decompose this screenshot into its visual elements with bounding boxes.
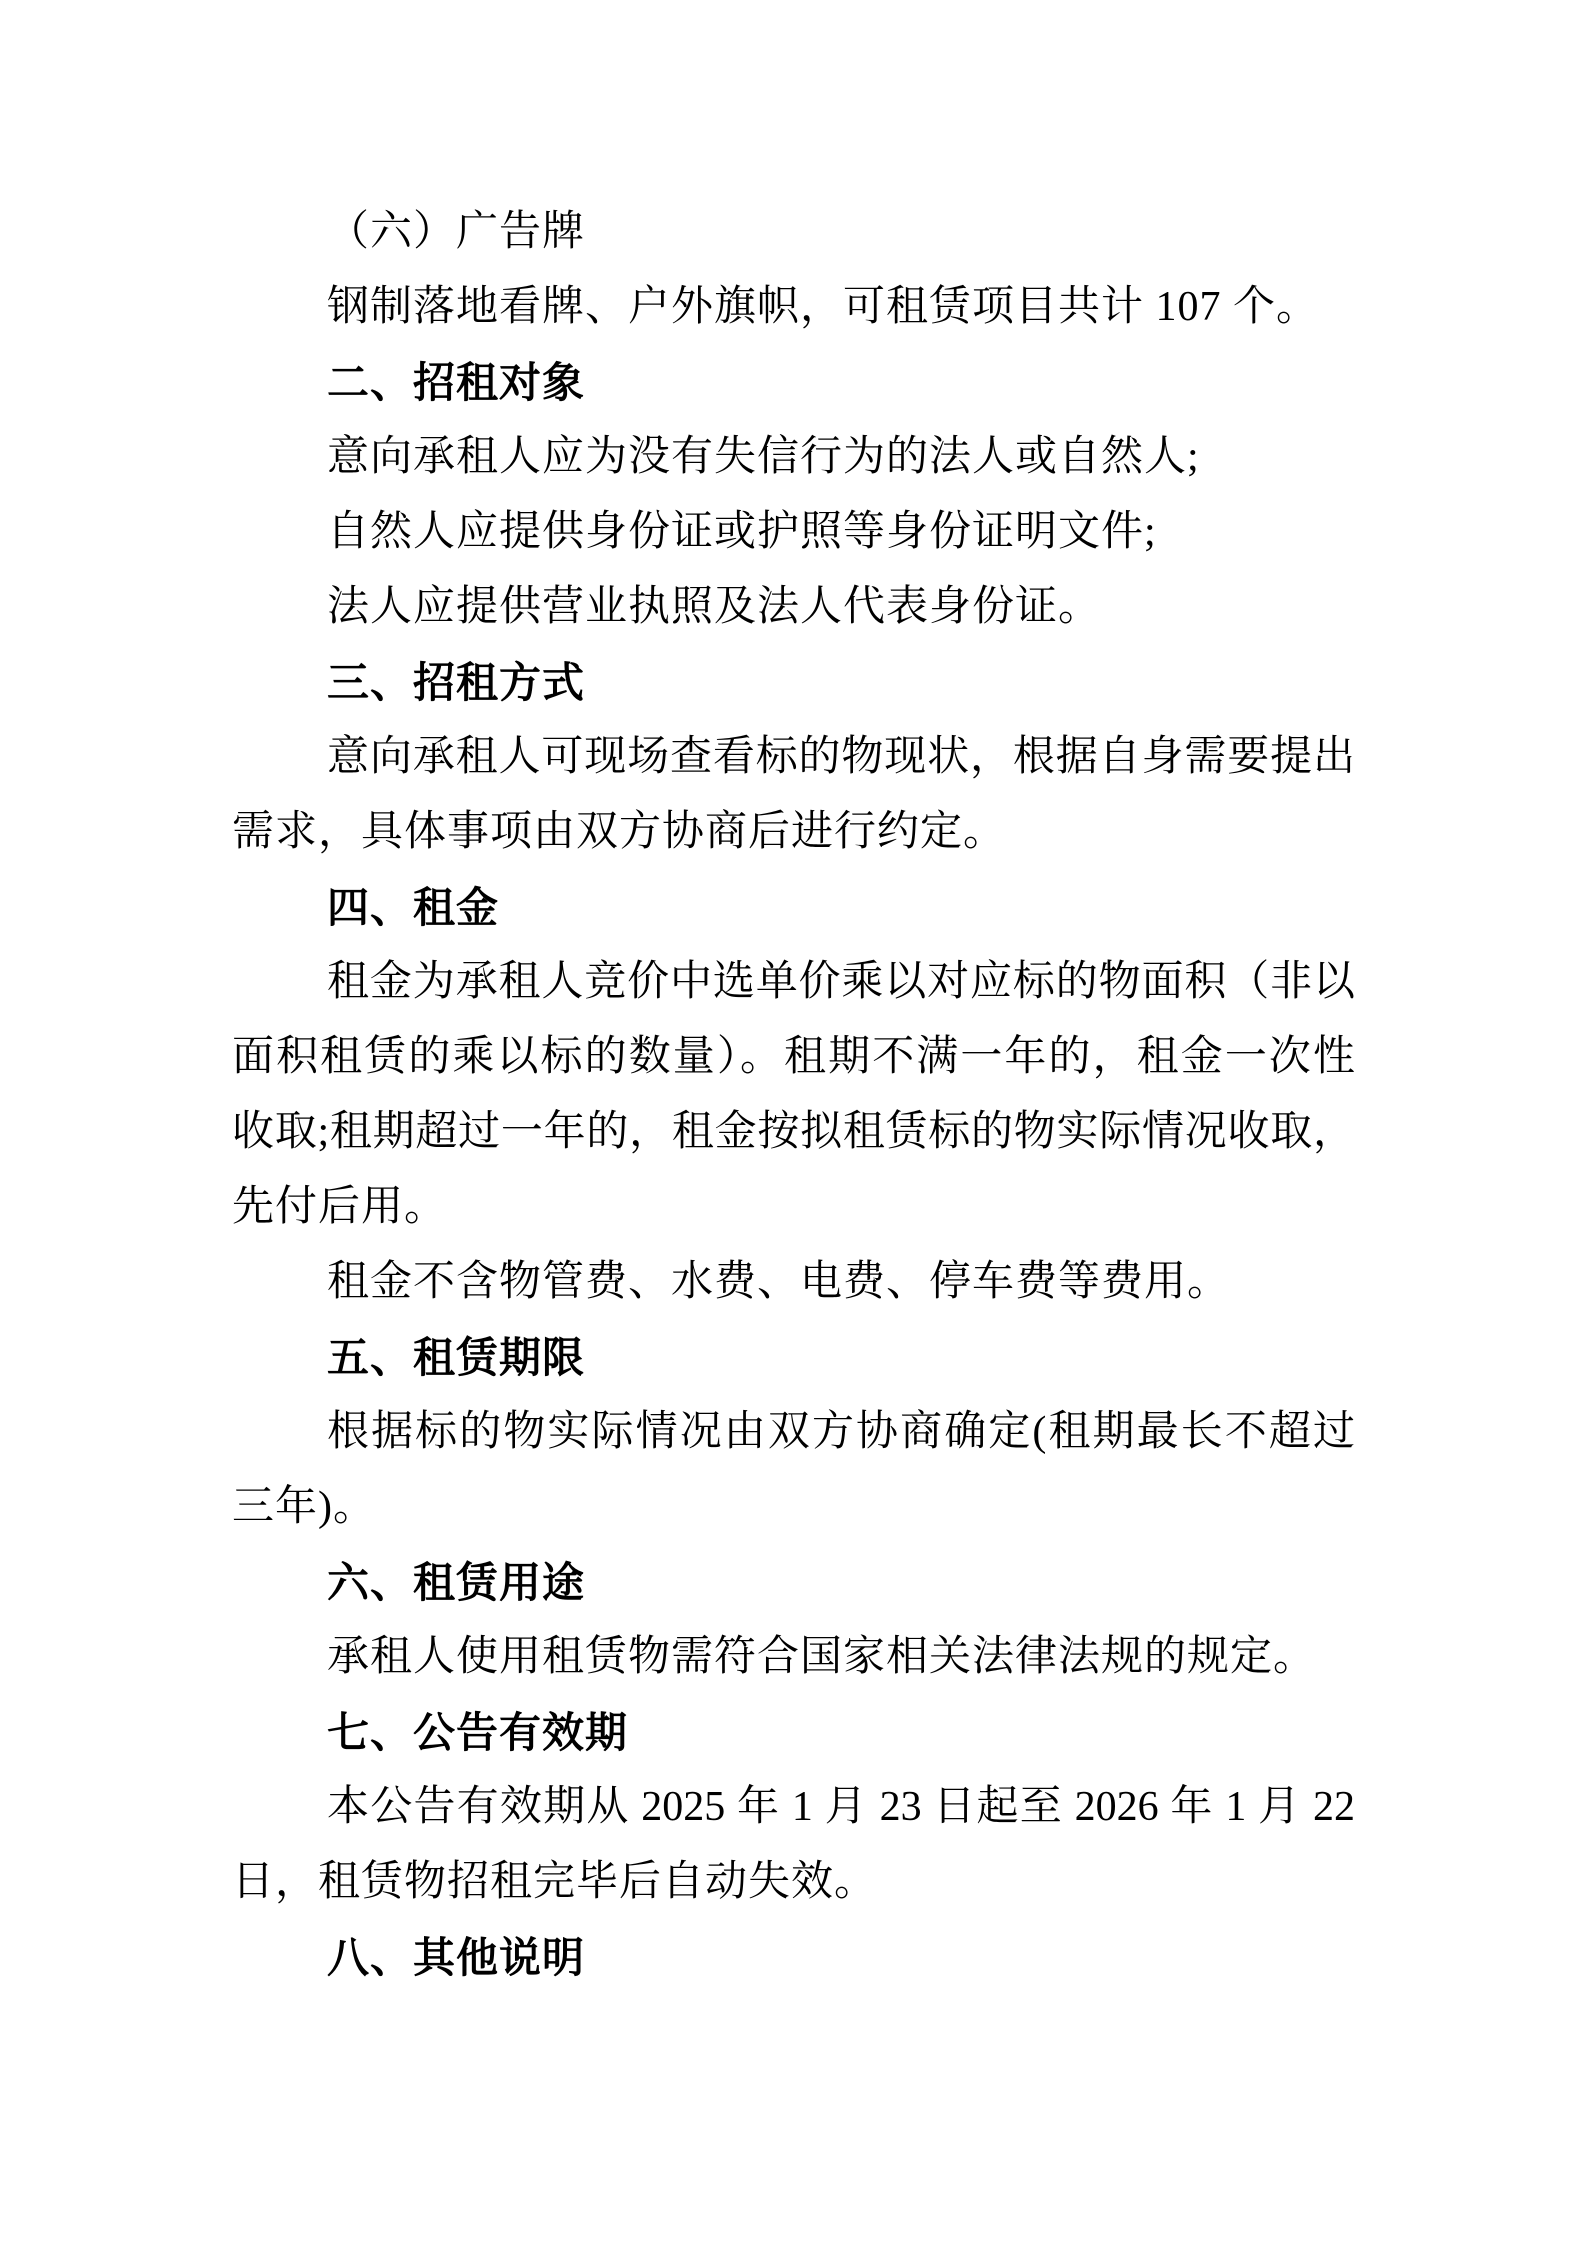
paragraph-line: 钢制落地看牌、户外旗帜，可租赁项目共计 107 个。 [327, 284, 1320, 330]
paragraph-line: 意向承租人应为没有失信行为的法人或自然人; [327, 434, 1200, 480]
section-heading: 五、租赁期限 [327, 1334, 586, 1381]
paragraph-line: 法人应提供营业执照及法人代表身份证。 [327, 584, 1102, 630]
section-heading: 四、租金 [327, 884, 500, 931]
paragraph-line: 先付后用。 [232, 1184, 448, 1230]
paragraph-line: （六）广告牌 [327, 209, 586, 255]
paragraph-line: 承租人使用租赁物需符合国家相关法律法规的规定。 [327, 1634, 1317, 1680]
document-text [232, 195, 1355, 1995]
section-heading: 三、招租方式 [327, 659, 586, 706]
paragraph-line: 自然人应提供身份证或护照等身份证明文件; [327, 509, 1157, 555]
paragraph-line: 需求，具体事项由双方协商后进行约定。 [232, 809, 1007, 855]
paragraph-line: 租金为承租人竞价中选单价乘以对应标的物面积（非以 [327, 959, 1355, 1005]
section-heading: 八、其他说明 [327, 1934, 586, 1981]
paragraph-line: 意向承租人可现场查看标的物现状，根据自身需要提出 [327, 734, 1355, 780]
paragraph-line: 三年)。 [232, 1484, 376, 1530]
paragraph-line: 根据标的物实际情况由双方协商确定(租期最长不超过 [327, 1409, 1355, 1455]
section-heading: 七、公告有效期 [327, 1709, 629, 1756]
paragraph-line: 本公告有效期从 2025 年 1 月 23 日起至 2026 年 1 月 22 [327, 1784, 1355, 1830]
section-heading: 六、租赁用途 [327, 1559, 586, 1606]
paragraph-line: 日，租赁物招租完毕后自动失效。 [232, 1859, 878, 1905]
paragraph-line: 租金不含物管费、水费、电费、停车费等费用。 [327, 1259, 1231, 1305]
paragraph-line: 面积租赁的乘以标的数量）。租期不满一年的，租金一次性 [232, 1034, 1355, 1080]
paragraph-line: 收取;租期超过一年的，租金按拟租赁标的物实际情况收取， [232, 1109, 1355, 1155]
section-heading: 二、招租对象 [327, 359, 586, 406]
